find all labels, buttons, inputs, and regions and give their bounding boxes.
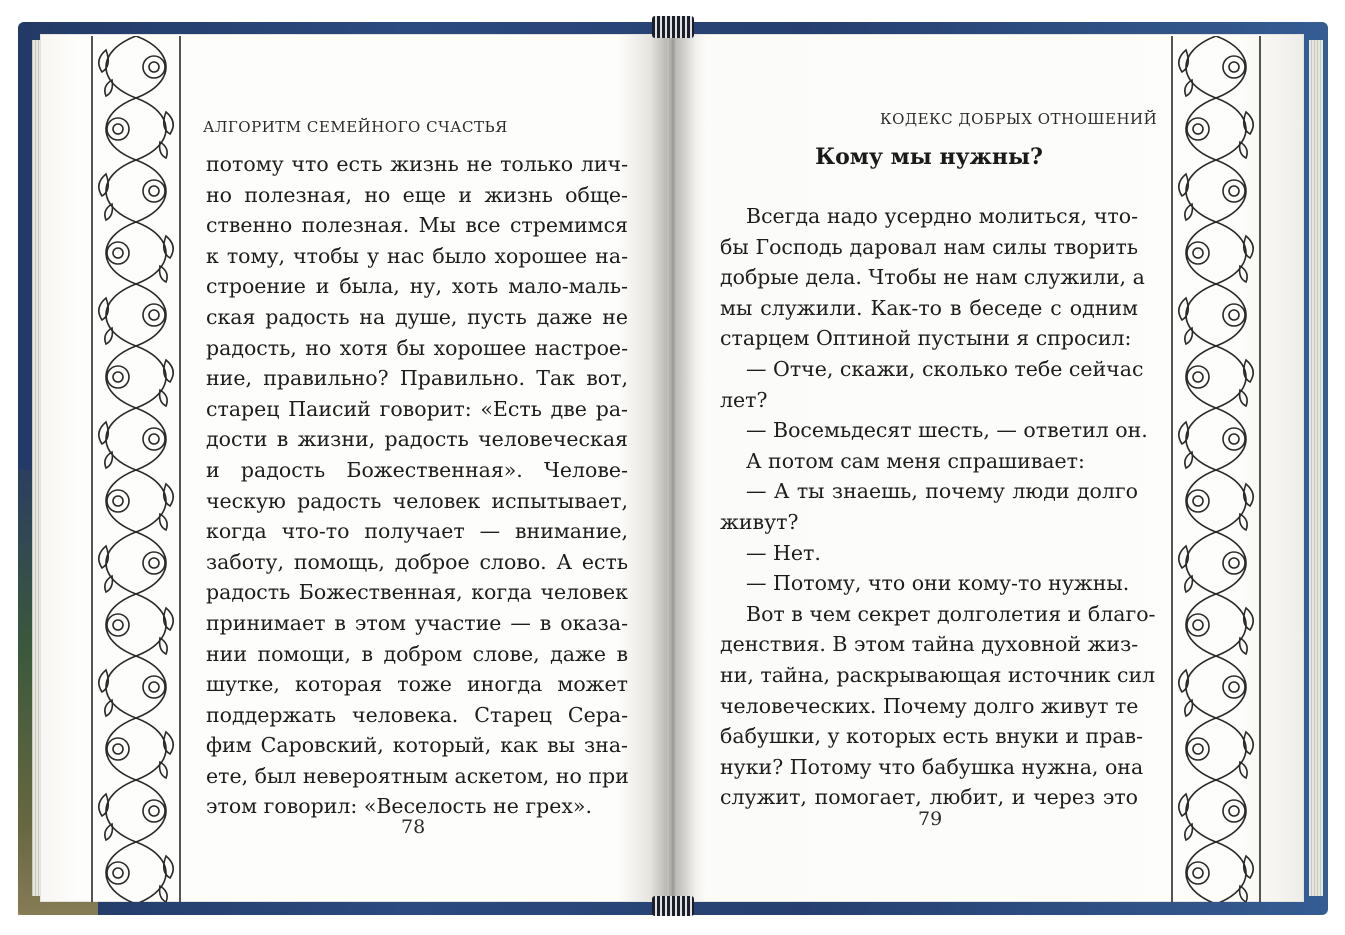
- left-page-body: [206, 149, 628, 822]
- text-line: — А ты знаешь, почему люди долго: [746, 479, 1138, 504]
- text-line: бабушки, у которых есть внуки и прав-: [720, 724, 1144, 749]
- text-line: радость, но хотя бы хорошее настрое-: [206, 335, 628, 360]
- text-line: человеческих. Почему долго живут те: [720, 693, 1139, 718]
- text-line: — Нет.: [746, 540, 821, 565]
- text-line: Вот в чем секрет долголетия и благо-: [746, 601, 1156, 626]
- text-line: и радость Божественная». Челове-: [206, 457, 628, 482]
- text-line: но полезная, но еще и жизнь обще-: [206, 182, 628, 207]
- text-line: поддержать человека. Старец Сера-: [206, 702, 628, 727]
- text-line: радость Божественная, когда человек: [206, 580, 628, 605]
- running-head-right: КОДЕКС ДОБРЫХ ОТНОШЕНИЙ: [880, 110, 1158, 128]
- text-line: принимает в этом участие — в оказа-: [206, 610, 628, 635]
- text-line: — Восемьдесят шесть, — ответил он.: [746, 418, 1148, 443]
- text-line: строение и была, ну, хоть мало-маль-: [206, 274, 628, 299]
- book-gutter: [650, 16, 696, 916]
- text-line: — Отче, скажи, сколько тебе сейчас: [746, 356, 1144, 381]
- text-line: лет?: [720, 387, 768, 412]
- text-line: к тому, чтобы у нас было хорошее на-: [206, 243, 628, 268]
- text-line: ете, был невероятным аскетом, но при: [206, 763, 629, 788]
- text-line: этом говорил: «Веселость не грех».: [206, 794, 592, 819]
- text-line: мы служили. Как-то в беседе с одним: [720, 295, 1138, 320]
- text-line: фим Саровский, который, как вы зна-: [206, 733, 628, 758]
- running-head-left: АЛГОРИТМ СЕМЕЙНОГО СЧАСТЬЯ: [203, 118, 508, 136]
- text-line: нии помощи, в добром слове, даже в: [206, 641, 628, 666]
- text-line: ческую радость человек испытывает,: [206, 488, 628, 513]
- text-line: когда что-то получает — внимание,: [206, 519, 628, 544]
- text-line: живут?: [720, 509, 799, 534]
- ornament-border-left: [88, 36, 184, 902]
- ornament-border-right: [1168, 36, 1264, 902]
- headband-bottom: [652, 896, 694, 916]
- text-line: ственно полезная. Мы все стремимся: [206, 213, 628, 238]
- text-line: старец Паисий говорит: «Есть две ра-: [206, 396, 628, 421]
- page-number-left: 78: [401, 816, 426, 838]
- chapter-heading: Кому мы нужны?: [815, 144, 1043, 170]
- right-page-edges: [1309, 40, 1323, 896]
- headband-top: [652, 16, 694, 38]
- text-line: денствия. В этом тайна духовной жиз-: [720, 632, 1139, 657]
- text-line: — Потому, что они кому-то нужны.: [746, 571, 1130, 596]
- text-line: шутке, которая тоже иногда может: [206, 672, 628, 697]
- page-number-right: 79: [918, 808, 943, 830]
- text-line: ни, тайна, раскрывающая источник сил: [720, 662, 1156, 687]
- text-line: дости в жизни, радость человеческая: [206, 427, 628, 452]
- text-line: добрые дела. Чтобы не нам служили, а: [720, 265, 1145, 290]
- text-line: нуки? Потому что бабушка нужна, она: [720, 754, 1144, 779]
- text-line: ская радость на душе, пусть даже не: [206, 304, 628, 329]
- text-line: служит, помогает, любит, и через это: [720, 785, 1138, 810]
- text-line: старцем Оптиной пустыни я спросил:: [720, 326, 1132, 351]
- text-line: потому что есть жизнь не только лич-: [206, 152, 628, 176]
- text-line: ние, правильно? Правильно. Так вот,: [206, 366, 628, 391]
- right-page-body: [720, 201, 1156, 813]
- text-line: бы Господь даровал нам силы творить: [720, 234, 1138, 259]
- text-line: заботу, помощь, доброе слово. А есть: [206, 549, 628, 574]
- text-line: Всегда надо усердно молиться, что-: [746, 204, 1138, 228]
- text-line: А потом сам меня спрашивает:: [746, 448, 1085, 473]
